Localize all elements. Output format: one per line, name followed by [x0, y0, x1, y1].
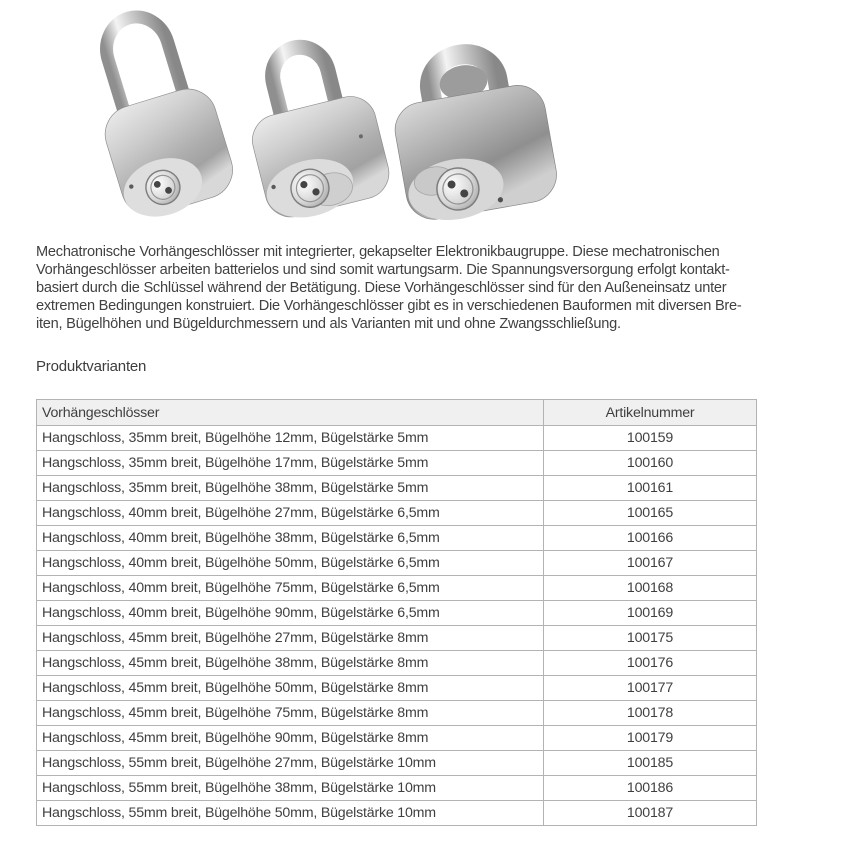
table-row — [37, 676, 757, 701]
padlock-long-shackle — [73, 2, 240, 227]
product-cell: Hangschloss, 55mm breit, Bügelhöhe 27mm, Bügelstärke 10mm — [37, 751, 544, 776]
table-row — [37, 551, 757, 576]
table-row — [37, 626, 757, 651]
table-row — [37, 726, 757, 751]
article-cell: 100166 — [544, 526, 757, 551]
product-cell: Hangschloss, 45mm breit, Bügelhöhe 27mm, Bügelstärke 8mm — [37, 626, 544, 651]
product-cell: Hangschloss, 55mm breit, Bügelhöhe 38mm, Bügelstärke 10mm — [37, 776, 544, 801]
product-cell: Hangschloss, 40mm breit, Bügelhöhe 27mm, Bügelstärke 6,5mm — [37, 501, 544, 526]
padlocks-illustration — [38, 18, 538, 226]
product-cell: Hangschloss, 45mm breit, Bügelhöhe 75mm, Bügelstärke 8mm — [37, 701, 544, 726]
variants-table-container — [36, 399, 757, 826]
product-description — [36, 243, 836, 333]
column-header-article: Artikelnummer — [544, 400, 757, 426]
product-cell: Hangschloss, 40mm breit, Bügelhöhe 50mm, Bügelstärke 6,5mm — [37, 551, 544, 576]
description-line: iten, Bügelhöhen und Bügeldurchmessern und als Varianten mit und ohne Zwangsschließung. — [36, 316, 621, 332]
table-row — [37, 701, 757, 726]
article-cell: 100176 — [544, 651, 757, 676]
product-cell: Hangschloss, 45mm breit, Bügelhöhe 38mm, Bügelstärke 8mm — [37, 651, 544, 676]
article-cell: 100175 — [544, 626, 757, 651]
product-cell: Hangschloss, 45mm breit, Bügelhöhe 90mm, Bügelstärke 8mm — [37, 726, 544, 751]
article-cell: 100185 — [544, 751, 757, 776]
product-cell: Hangschloss, 55mm breit, Bügelhöhe 50mm, Bügelstärke 10mm — [37, 801, 544, 826]
article-cell: 100178 — [544, 701, 757, 726]
article-cell: 100179 — [544, 726, 757, 751]
table-header-row — [37, 400, 757, 426]
product-photos — [38, 18, 538, 226]
table-row — [37, 751, 757, 776]
description-line: Mechatronische Vorhängeschlösser mit integrierter, gekapselter Elektronikbaugruppe. Diese mechatronischen — [36, 244, 720, 260]
table-row — [37, 426, 757, 451]
variants-table — [36, 399, 757, 826]
article-cell: 100165 — [544, 501, 757, 526]
description-line: Vorhängeschlösser arbeiten batterielos und sind somit wartungsarm. Die Spannungsversorgung erfolgt kontakt- — [36, 262, 730, 278]
column-header-product: Vorhängeschlösser — [37, 400, 544, 426]
article-cell: 100169 — [544, 601, 757, 626]
table-row — [37, 476, 757, 501]
product-cell: Hangschloss, 40mm breit, Bügelhöhe 38mm, Bügelstärke 6,5mm — [37, 526, 544, 551]
table-row — [37, 801, 757, 826]
article-cell: 100177 — [544, 676, 757, 701]
table-row — [37, 601, 757, 626]
padlock-medium-shackle — [232, 33, 395, 226]
table-row — [37, 776, 757, 801]
article-cell: 100168 — [544, 576, 757, 601]
product-cell: Hangschloss, 35mm breit, Bügelhöhe 17mm, Bügelstärke 5mm — [37, 451, 544, 476]
article-cell: 100186 — [544, 776, 757, 801]
product-cell: Hangschloss, 45mm breit, Bügelhöhe 50mm, Bügelstärke 8mm — [37, 676, 544, 701]
product-cell: Hangschloss, 35mm breit, Bügelhöhe 12mm, Bügelstärke 5mm — [37, 426, 544, 451]
description-line: basiert durch die Schlüssel während der Betätigung. Diese Vorhängeschlösser sind für den Außeneinsatz unter — [36, 280, 727, 296]
article-cell: 100187 — [544, 801, 757, 826]
article-cell: 100161 — [544, 476, 757, 501]
table-row — [37, 451, 757, 476]
table-row — [37, 501, 757, 526]
section-title: Produktvarianten — [36, 358, 147, 375]
article-cell: 100160 — [544, 451, 757, 476]
table-row — [37, 651, 757, 676]
description-line: extremen Bedingungen konstruiert. Die Vorhängeschlösser gibt es in verschiedenen Bauformen mit diversen Bre- — [36, 298, 742, 314]
table-row — [37, 526, 757, 551]
padlock-large-short-shackle — [384, 42, 562, 228]
product-cell: Hangschloss, 35mm breit, Bügelhöhe 38mm, Bügelstärke 5mm — [37, 476, 544, 501]
product-cell: Hangschloss, 40mm breit, Bügelhöhe 90mm, Bügelstärke 6,5mm — [37, 601, 544, 626]
product-cell: Hangschloss, 40mm breit, Bügelhöhe 75mm, Bügelstärke 6,5mm — [37, 576, 544, 601]
article-cell: 100167 — [544, 551, 757, 576]
table-row — [37, 576, 757, 601]
article-cell: 100159 — [544, 426, 757, 451]
